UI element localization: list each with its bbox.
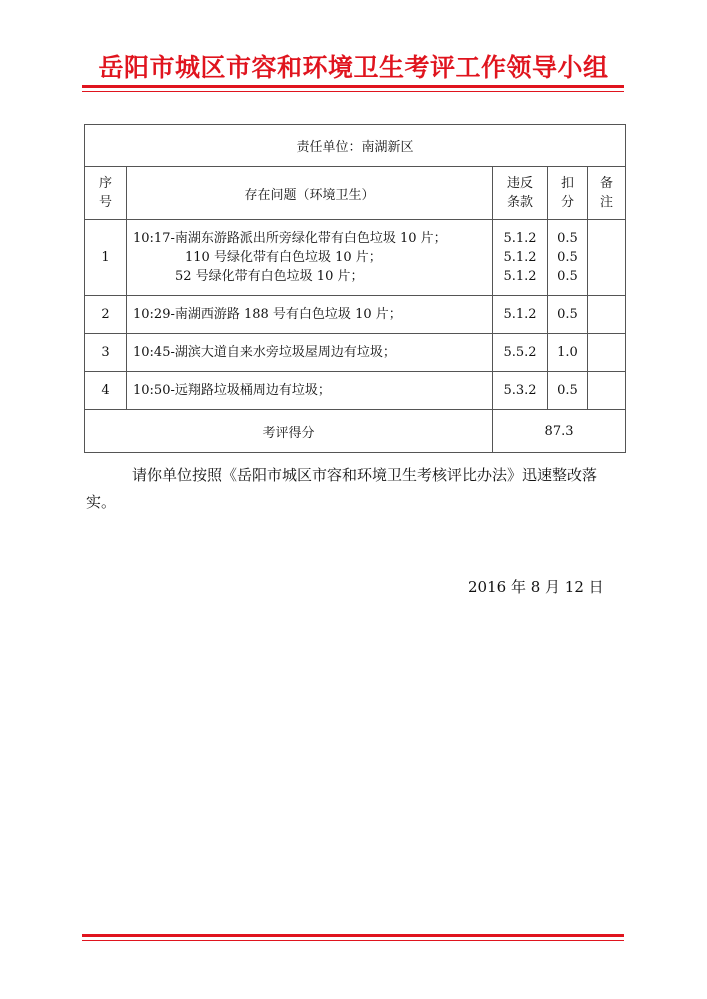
- row-clause: 5.3.2: [493, 372, 548, 410]
- score-value: 87.3: [493, 410, 626, 453]
- col-header-remark-line: 注: [600, 195, 614, 210]
- row-deduction: 1.0: [548, 334, 588, 372]
- col-header-remark-line: 备: [600, 176, 614, 191]
- col-header-issue: 存在问题（环境卫生）: [127, 167, 493, 220]
- row-remark: [588, 296, 626, 334]
- table-row: [85, 372, 626, 410]
- issue-line: 10:17-南湖东游路派出所旁绿化带有白色垃圾 10 片；: [133, 231, 447, 246]
- document-title: 岳阳市城区市容和环境卫生考评工作领导小组: [98, 53, 609, 82]
- deduction-value: 0.5: [557, 269, 578, 284]
- clause-value: 5.1.2: [503, 231, 537, 246]
- footer-divider-thick: [82, 934, 624, 937]
- unit-label: 责任单位：: [296, 140, 362, 155]
- table-row: [85, 296, 626, 334]
- col-header-clause-line: 违反: [506, 176, 533, 191]
- score-row: [85, 410, 626, 453]
- row-clause: 5.5.2: [493, 334, 548, 372]
- deduction-value: 0.5: [557, 231, 578, 246]
- row-clause: 5.1.2: [493, 296, 548, 334]
- issue-line: 52 号绿化带有白色垃圾 10 片；: [175, 269, 364, 284]
- row-clause: [493, 220, 548, 296]
- row-seq: 2: [85, 296, 127, 334]
- row-issue: 10:50-远翔路垃圾桶周边有垃圾；: [127, 372, 493, 410]
- col-header-seq: [85, 167, 127, 220]
- row-deduction: 0.5: [548, 296, 588, 334]
- row-seq: 4: [85, 372, 127, 410]
- row-issue: 10:45-湖滨大道自来水旁垃圾屋周边有垃圾；: [127, 334, 493, 372]
- row-remark: [588, 372, 626, 410]
- col-header-clause: [493, 167, 548, 220]
- score-label: 考评得分: [85, 410, 493, 453]
- header-divider-thin: [82, 91, 624, 92]
- table-row: [85, 220, 626, 296]
- col-header-deduct-line: 扣: [560, 176, 574, 191]
- table-row: [85, 334, 626, 372]
- unit-value: 南湖新区: [361, 140, 414, 155]
- col-header-seq-line: 号: [98, 195, 112, 210]
- clause-value: 5.1.2: [503, 250, 537, 265]
- deduction-value: 0.5: [557, 250, 578, 265]
- col-header-deduct: [548, 167, 588, 220]
- inspection-table: [84, 124, 626, 453]
- col-header-deduct-line: 分: [560, 195, 574, 210]
- row-deduction: 0.5: [548, 372, 588, 410]
- instruction-text: 请你单位按照《岳阳市城区市容和环境卫生考核评比办法》迅速整改落实。: [86, 466, 598, 511]
- row-issue: [127, 220, 493, 296]
- row-issue: 10:29-南湖西游路 188 号有白色垃圾 10 片；: [127, 296, 493, 334]
- clause-value: 5.1.2: [503, 269, 537, 284]
- row-seq: 3: [85, 334, 127, 372]
- col-header-seq-line: 序: [98, 176, 112, 191]
- row-deduction: [548, 220, 588, 296]
- responsible-unit-cell: [85, 125, 626, 167]
- col-header-clause-line: 条款: [506, 195, 533, 210]
- row-seq: 1: [85, 220, 127, 296]
- row-remark: [588, 334, 626, 372]
- row-remark: [588, 220, 626, 296]
- header-divider-thick: [82, 85, 624, 88]
- document-date: 2016 年 8 月 12 日: [468, 578, 604, 596]
- footer-divider-thin: [82, 940, 624, 941]
- issue-line: 110 号绿化带有白色垃圾 10 片；: [185, 250, 382, 265]
- col-header-remark: [588, 167, 626, 220]
